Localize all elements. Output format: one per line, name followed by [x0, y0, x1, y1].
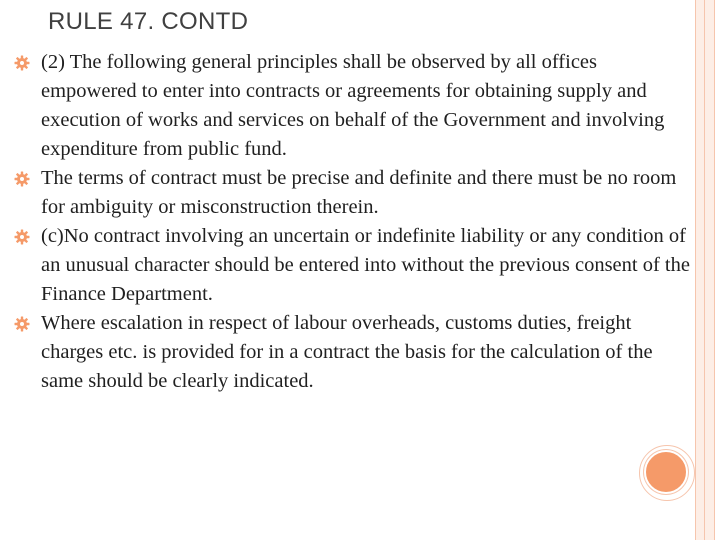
slide-title: RULE 47. CONTD	[48, 8, 249, 35]
bullet-text: Where escalation in respect of labour overheads, customs duties, freight charges etc. is provided for in a contract the basis for the calculation of the same should be clearly indicated.	[41, 312, 653, 392]
decorative-circle	[644, 450, 688, 494]
bullet-list	[14, 48, 694, 396]
bullet-item	[14, 309, 694, 396]
gear-bullet-icon	[14, 55, 30, 71]
gear-bullet-icon	[14, 229, 30, 245]
right-border-line	[704, 0, 705, 540]
right-decorative-border	[695, 0, 715, 540]
bullet-text: The terms of contract must be precise and definite and there must be no room for ambiguity or misconstruction therein.	[41, 167, 677, 218]
bullet-text: (2) The following general principles shall be observed by all offices empowered to enter into contracts or agreements for obtaining supply and execution of works and services on behalf of the Government and involving expenditure from public fund.	[41, 51, 665, 160]
bullet-text: (c)No contract involving an uncertain or indefinite liability or any condition of an unusual character should be entered into without the previous consent of the Finance Department.	[41, 225, 690, 305]
bullet-item	[14, 48, 694, 164]
bullet-item	[14, 222, 694, 309]
gear-bullet-icon	[14, 316, 30, 332]
bullet-item	[14, 164, 694, 222]
gear-bullet-icon	[14, 171, 30, 187]
